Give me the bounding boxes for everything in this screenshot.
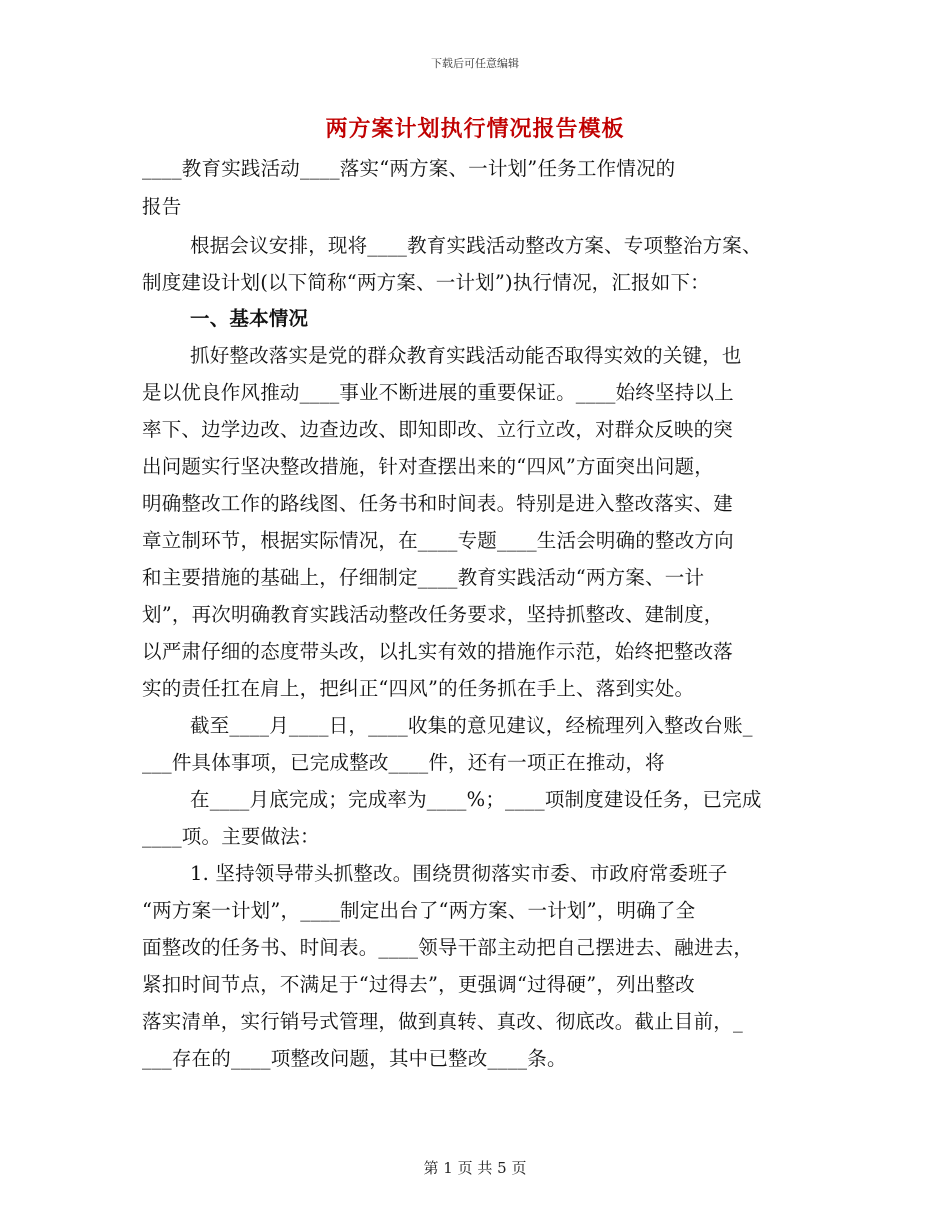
body-line: 在____月底完成；完成率为____%；____项制度建设任务，已完成 bbox=[190, 788, 762, 811]
body-line: ___存在的____项整改问题，其中已整改____条。 bbox=[142, 1047, 567, 1070]
body-line: ___件具体事项，已完成整改____件，还有一项正在推动，将 bbox=[142, 751, 665, 774]
body-line: 划”，再次明确教育实践活动整改任务要求，坚持抓整改、建制度， bbox=[142, 603, 724, 626]
body-line: 以严肃仔细的态度带头改，以扎实有效的措施作示范，始终把整改落 bbox=[142, 640, 734, 663]
document-title: 两方案计划执行情况报告模板 bbox=[325, 116, 625, 142]
body-line: 实的责任扛在肩上，把纠正“四风”的任务抓在手上、落到实处。 bbox=[142, 677, 695, 700]
body-line: 抓好整改落实是党的群众教育实践活动能否取得实效的关键，也 bbox=[190, 344, 742, 367]
body-line: 落实清单，实行销号式管理，做到真转、真改、彻底改。截止目前，_ bbox=[142, 1010, 743, 1033]
section-heading: 一、基本情况 bbox=[190, 307, 309, 330]
body-line: 明确整改工作的路线图、任务书和时间表。特别是进入整改落实、建 bbox=[142, 492, 734, 515]
body-line: 截至____月____日，____收集的意见建议，经梳理列入整改台账_ bbox=[190, 714, 753, 737]
page-indicator: 第 1 页 共 5 页 bbox=[423, 1159, 527, 1177]
body-line: “两方案一计划”，____制定出台了“两方案、一计划”，明确了全 bbox=[142, 899, 696, 922]
numbered-item: 1. 坚持领导带头抓整改。围绕贯彻落实市委、市政府常委班子 bbox=[190, 862, 728, 885]
header-note: 下载后可任意编辑 bbox=[431, 57, 519, 70]
body-line: 章立制环节，根据实际情况，在____专题____生活会明确的整改方向 bbox=[142, 529, 734, 552]
body-line: 和主要措施的基础上，仔细制定____教育实践活动“两方案、一计 bbox=[142, 566, 705, 589]
body-line: ____教育实践活动____落实“两方案、一计划”任务工作情况的 bbox=[142, 157, 676, 180]
body-line: ____项。主要做法： bbox=[142, 825, 320, 848]
body-line: 紧扣时间节点，不满足于“过得去”，更强调“过得硬”，列出整改 bbox=[142, 973, 695, 996]
body-line: 是以优良作风推动____事业不断进展的重要保证。____始终坚持以上 bbox=[142, 381, 734, 404]
body-line: 面整改的任务书、时间表。____领导干部主动把自己摆进去、融进去， bbox=[142, 936, 754, 959]
body-line: 报告 bbox=[142, 195, 182, 218]
body-line: 根据会议安排，现将____教育实践活动整改方案、专项整治方案、 bbox=[190, 234, 762, 257]
body-line: 出问题实行坚决整改措施，针对查摆出来的“四风”方面突出问题， bbox=[142, 455, 714, 478]
body-line: 制度建设计划(以下简称“两方案、一计划”)执行情况，汇报如下： bbox=[142, 271, 710, 294]
body-line: 率下、边学边改、边查边改、即知即改、立行立改，对群众反映的突 bbox=[142, 418, 734, 441]
